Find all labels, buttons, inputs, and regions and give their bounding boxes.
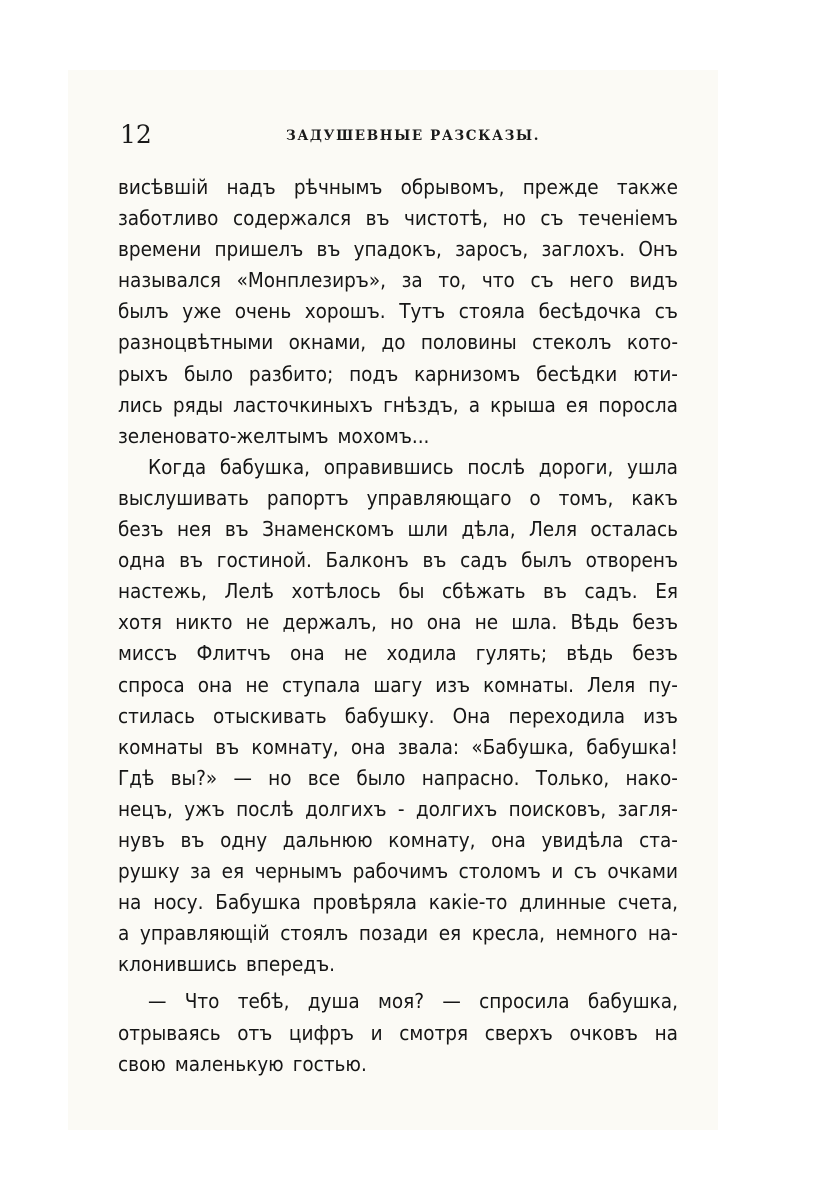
word: «Бабушка, <box>471 734 575 759</box>
word: маленькую <box>174 1051 284 1076</box>
word: уже <box>182 299 222 324</box>
word: но <box>390 610 414 635</box>
word: крыша <box>490 392 556 417</box>
word: съ <box>540 206 564 231</box>
word: комнату, <box>251 734 339 759</box>
word: рабочимъ <box>352 859 449 884</box>
text-line <box>118 763 678 794</box>
word: бабушка, <box>219 454 310 479</box>
word: заросъ, <box>455 237 529 262</box>
word: хотѣлось <box>291 579 381 604</box>
word: шла. <box>511 610 558 635</box>
text-line <box>118 327 678 358</box>
text-line <box>118 576 678 607</box>
word: въ <box>215 734 240 759</box>
word: бы <box>398 579 425 604</box>
word: содержался <box>232 206 352 231</box>
text-line <box>118 452 678 483</box>
word: носу. <box>153 890 204 915</box>
word: сверхъ <box>484 1020 553 1045</box>
word: одну <box>220 827 268 852</box>
word: шли <box>407 517 449 542</box>
word: подъ <box>349 361 399 386</box>
text-line <box>118 701 678 732</box>
word: въ <box>224 517 249 542</box>
text-line <box>118 483 678 514</box>
word: кресла, <box>471 921 546 946</box>
text-line <box>118 234 678 265</box>
word: окнами, <box>288 330 367 355</box>
word: рѣчнымъ <box>293 175 383 199</box>
word: она <box>289 641 325 666</box>
word: отыскивать <box>213 703 327 728</box>
word: все <box>307 765 341 790</box>
word: томъ, <box>558 485 614 510</box>
word: гостью. <box>292 1051 367 1076</box>
word: а <box>118 921 130 946</box>
word: комнату, <box>388 827 476 852</box>
word: рыхъ <box>118 361 169 386</box>
word: садъ <box>460 548 508 573</box>
word: Тутъ <box>399 299 446 324</box>
word: ушла <box>627 454 678 479</box>
word: изъ <box>643 703 678 728</box>
text-line <box>118 265 678 296</box>
word: миссъ <box>118 641 178 666</box>
word: Только, <box>535 765 610 790</box>
word: послѣ <box>467 454 526 479</box>
word: упадокъ, <box>353 237 442 262</box>
word: а <box>468 392 481 417</box>
word: загля- <box>617 796 678 821</box>
word: управляющій <box>139 921 270 946</box>
word: мохомъ... <box>337 423 430 448</box>
word: висѣвшій <box>118 175 209 199</box>
text-line <box>118 887 678 918</box>
word: безъ <box>632 610 678 635</box>
word: звала: <box>397 734 460 759</box>
word: спросила <box>479 989 570 1014</box>
word: изъ <box>435 672 471 697</box>
word: сбѣжать <box>442 579 526 604</box>
word: разбито; <box>248 361 334 386</box>
word: хорошъ. <box>304 299 386 324</box>
word: впередъ. <box>246 952 335 977</box>
text-line <box>118 514 678 545</box>
word: долгихъ <box>305 796 387 821</box>
text-line <box>118 203 678 234</box>
word: хотя <box>118 610 163 635</box>
word: садъ. <box>584 579 638 604</box>
word: о <box>529 485 541 510</box>
word: не <box>245 610 270 635</box>
word: Флитчъ <box>196 641 271 666</box>
word: рушку <box>118 859 180 884</box>
word: былъ <box>521 548 572 573</box>
word: душа <box>307 989 360 1014</box>
word: заботливо <box>118 206 219 231</box>
word: не <box>343 641 368 666</box>
word: на <box>654 1020 678 1045</box>
word: бабушка! <box>586 734 678 759</box>
word: никто <box>175 610 233 635</box>
word: стилась <box>118 703 195 728</box>
word: Бабушка <box>215 890 301 915</box>
word: длинные <box>519 890 606 915</box>
word: ея <box>221 859 245 884</box>
word: было <box>356 765 406 790</box>
text-line <box>118 607 678 638</box>
word: немного <box>555 921 638 946</box>
word: дороги, <box>538 454 614 479</box>
text-line <box>118 825 678 856</box>
word: Онъ <box>638 237 678 262</box>
word: Знаменскомъ <box>262 517 395 542</box>
word: Вѣдь <box>570 610 620 635</box>
word: ходила <box>386 641 457 666</box>
word: въ <box>422 548 447 573</box>
word: настежь, <box>118 579 207 604</box>
text-line <box>118 172 678 203</box>
word: безъ <box>118 517 164 542</box>
word: но <box>268 765 292 790</box>
word: отъ <box>237 1020 273 1045</box>
word: въ <box>316 237 341 262</box>
word: увидѣла <box>541 827 624 852</box>
word: пу- <box>648 672 678 697</box>
word: ея <box>438 921 462 946</box>
word: провѣряла <box>312 890 417 915</box>
word: бесѣдки <box>536 361 618 386</box>
word: стояла <box>458 299 526 324</box>
word: стеколъ <box>532 330 612 355</box>
word: дѣла, <box>461 517 516 542</box>
word: и <box>551 859 564 884</box>
word: рапортъ <box>266 485 349 510</box>
text-line <box>118 359 678 390</box>
word: Когда <box>148 454 207 479</box>
word: поисковъ, <box>508 796 607 821</box>
word: поросла <box>598 392 678 417</box>
word: на <box>118 890 142 915</box>
word: лись <box>118 392 163 417</box>
word: очками <box>607 859 678 884</box>
word: ступала <box>282 672 361 697</box>
word: напрасно. <box>421 765 520 790</box>
word: также <box>616 175 678 199</box>
word: она <box>491 827 526 852</box>
word: вѣдь <box>566 641 614 666</box>
text-line <box>118 732 678 763</box>
word: карнизомъ <box>414 361 521 386</box>
word: зеленовато-желтымъ <box>118 423 329 448</box>
word: — <box>148 989 167 1014</box>
word: шагу <box>373 672 423 697</box>
word: до <box>381 330 406 355</box>
word: — <box>233 765 252 790</box>
word: не <box>245 672 269 697</box>
word: какъ <box>631 485 678 510</box>
word: — <box>442 989 461 1014</box>
word: съ <box>530 268 554 293</box>
text-line <box>118 1049 678 1080</box>
word: она <box>426 610 462 635</box>
word: цифръ <box>288 1020 354 1045</box>
word: столомъ <box>458 859 541 884</box>
word: что <box>481 268 515 293</box>
word: бесѣдочка <box>538 299 642 324</box>
word: съ <box>654 299 678 324</box>
word: не <box>474 610 499 635</box>
word: она <box>197 672 233 697</box>
word: одна <box>118 548 166 573</box>
word: вы?» <box>170 765 218 790</box>
word: - <box>397 796 405 821</box>
word: въ <box>179 548 204 573</box>
word: и <box>370 1020 383 1045</box>
text-line <box>118 856 678 887</box>
word: клонившись <box>118 952 237 977</box>
word: осталась <box>590 517 678 542</box>
word: Ея <box>655 579 678 604</box>
word: тебѣ, <box>237 989 290 1014</box>
word: надъ <box>226 175 276 199</box>
word: бабушка, <box>587 989 678 1014</box>
running-title: ЗАДУШЕВНЫЕ РАЗСКАЗЫ. <box>286 128 541 144</box>
word: стоялъ <box>280 921 349 946</box>
word: отрываясь <box>118 1020 221 1045</box>
word: бабушку. <box>344 703 435 728</box>
word: оправившись <box>323 454 454 479</box>
word: послѣ <box>236 796 294 821</box>
word: былъ <box>118 299 169 324</box>
word: прежде <box>522 175 599 199</box>
word: Лелѣ <box>224 579 274 604</box>
body-text <box>118 172 678 1080</box>
word: то, <box>438 268 467 293</box>
word: гостиной. <box>216 548 312 573</box>
word: Леля <box>587 672 636 697</box>
word: комнаты. <box>483 672 574 697</box>
word: очень <box>234 299 292 324</box>
word: нецъ, <box>118 796 173 821</box>
word: въ <box>543 579 567 604</box>
page-number: 12 <box>120 120 152 149</box>
word: обрывомъ, <box>400 175 505 199</box>
word: спроса <box>118 672 185 697</box>
text-line <box>118 918 678 949</box>
word: чистотѣ, <box>404 206 489 231</box>
word: въ <box>365 206 390 231</box>
word: комнаты <box>118 734 204 759</box>
word: ста- <box>639 827 678 852</box>
word: ласточкиныхъ <box>233 392 373 417</box>
word: за <box>401 268 423 293</box>
word: управляющаго <box>366 485 512 510</box>
word: позади <box>358 921 429 946</box>
word: моя? <box>377 989 425 1014</box>
word: Гдѣ <box>118 765 155 790</box>
word: гнѣздъ, <box>383 392 459 417</box>
word: въ <box>180 827 205 852</box>
text-line <box>118 670 678 701</box>
word: счета, <box>617 890 678 915</box>
word: Леля <box>528 517 578 542</box>
word: какіе-то <box>428 890 508 915</box>
word: но <box>502 206 526 231</box>
word: долгихъ <box>415 796 498 821</box>
word: половины <box>420 330 517 355</box>
word: гулять; <box>475 641 548 666</box>
text-line <box>118 949 678 980</box>
word: видъ <box>629 268 678 293</box>
word: съ <box>573 859 597 884</box>
word: юти- <box>633 361 678 386</box>
word: нея <box>176 517 212 542</box>
word: заглохъ. <box>541 237 626 262</box>
text-line <box>118 986 678 1017</box>
word: «Монплезиръ», <box>236 268 386 293</box>
word: времени <box>118 237 202 262</box>
word: на- <box>647 921 678 946</box>
word: свою <box>118 1051 166 1076</box>
word: кото- <box>626 330 678 355</box>
text-line <box>118 794 678 825</box>
word: отворенъ <box>585 548 678 573</box>
text-line <box>118 296 678 327</box>
text-line <box>118 638 678 669</box>
word: него <box>569 268 614 293</box>
word: держалъ, <box>282 610 377 635</box>
page-header <box>118 117 668 153</box>
text-line <box>118 1018 678 1049</box>
word: за <box>190 859 212 884</box>
word: выслушивать <box>118 485 249 510</box>
text-line <box>118 390 678 421</box>
word: она <box>350 734 386 759</box>
text-line <box>118 545 678 576</box>
word: переходила <box>508 703 626 728</box>
word: Она <box>452 703 491 728</box>
word: ужъ <box>184 796 225 821</box>
word: очковъ <box>569 1020 638 1045</box>
word: назывался <box>118 268 221 293</box>
word: нувъ <box>118 827 165 852</box>
word: теченіемъ <box>578 206 678 231</box>
word: ряды <box>172 392 224 417</box>
word: чернымъ <box>254 859 343 884</box>
word: смотря <box>399 1020 469 1045</box>
word: Что <box>184 989 220 1014</box>
word: нако- <box>625 765 678 790</box>
word: дальнюю <box>282 827 373 852</box>
word: безъ <box>632 641 678 666</box>
word: Балконъ <box>325 548 409 573</box>
word: ея <box>565 392 589 417</box>
text-line <box>118 421 678 452</box>
word: разноцвѣтными <box>118 330 274 355</box>
word: было <box>184 361 234 386</box>
word: пришелъ <box>214 237 304 262</box>
